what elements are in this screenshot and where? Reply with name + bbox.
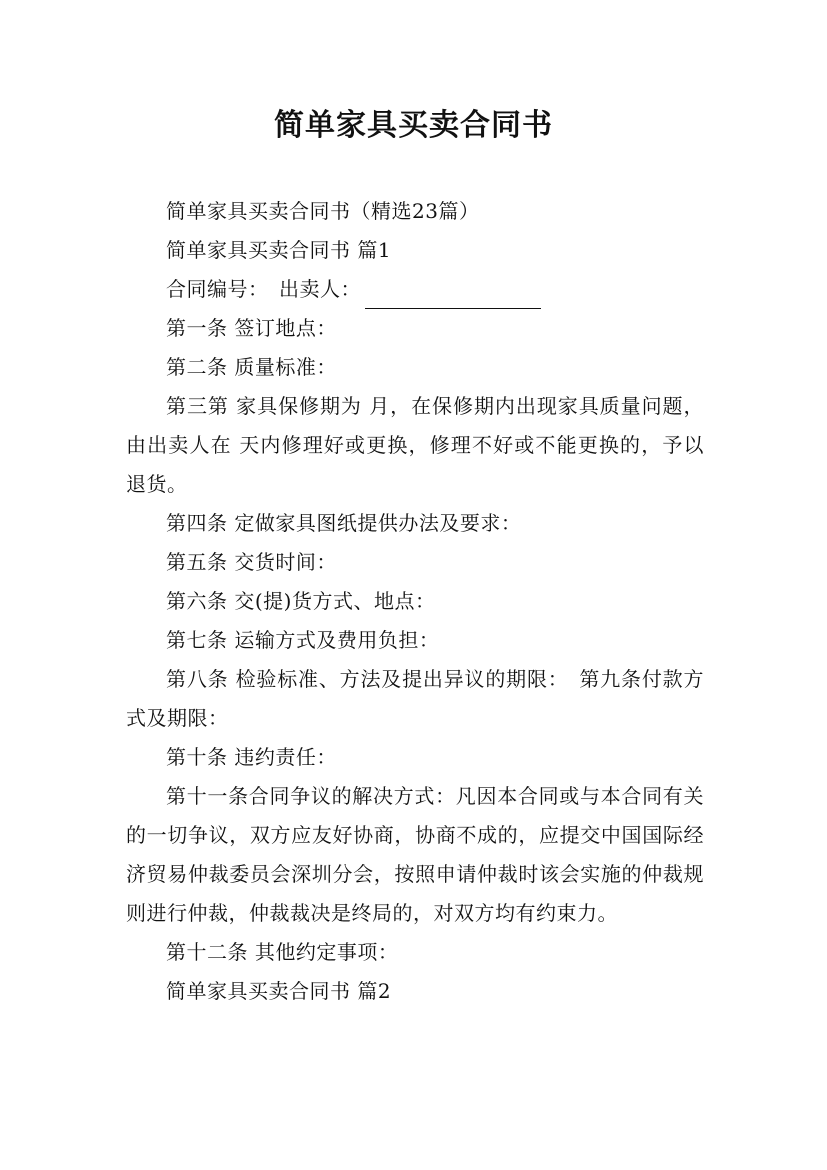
paragraph-section-2-heading: 简单家具买卖合同书 篇2	[166, 979, 392, 1003]
paragraph-article-1: 第一条 签订地点：	[166, 316, 337, 340]
paragraph-article-2: 第二条 质量标准：	[166, 355, 337, 379]
paragraph-contract-number	[126, 270, 704, 309]
paragraph-section-1-heading: 简单家具买卖合同书 篇1	[166, 238, 392, 262]
paragraph-article-8-9: 第八条 检验标准、方法及提出异议的期限： 第九条付款方式及期限：	[126, 667, 704, 730]
document-body	[126, 192, 704, 1011]
paragraph-article-12: 第十二条 其他约定事项：	[166, 940, 399, 964]
paragraph-article-7: 第七条 运输方式及费用负担：	[166, 628, 440, 652]
paragraph-article-10: 第十条 违约责任：	[166, 745, 337, 769]
seller-blank-line	[365, 282, 541, 309]
paragraph-heading-selection: 简单家具买卖合同书（精选23篇）	[166, 199, 480, 223]
paragraph-article-5: 第五条 交货时间：	[166, 550, 337, 574]
contract-number-label: 合同编号： 出卖人：	[166, 277, 361, 301]
document-title: 简单家具买卖合同书	[274, 108, 553, 143]
paragraph-article-6: 第六条 交(提)货方式、地点：	[166, 589, 436, 613]
paragraph-article-4: 第四条 定做家具图纸提供办法及要求：	[166, 511, 522, 535]
paragraph-article-3: 第三第 家具保修期为 月，在保修期内出现家具质量问题，由出卖人在 天内修理好或更换，修理不好或不能更换的，予以退货。	[126, 394, 704, 496]
paragraph-article-11: 第十一条合同争议的解决方式：凡因本合同或与本合同有关的一切争议，双方应友好协商，协商不成的，应提交中国国际经济贸易仲裁委员会深圳分会，按照申请仲裁时该会实施的仲裁规则进行仲裁，仲裁裁决是终局的，对双方均有约束力。	[126, 784, 704, 925]
